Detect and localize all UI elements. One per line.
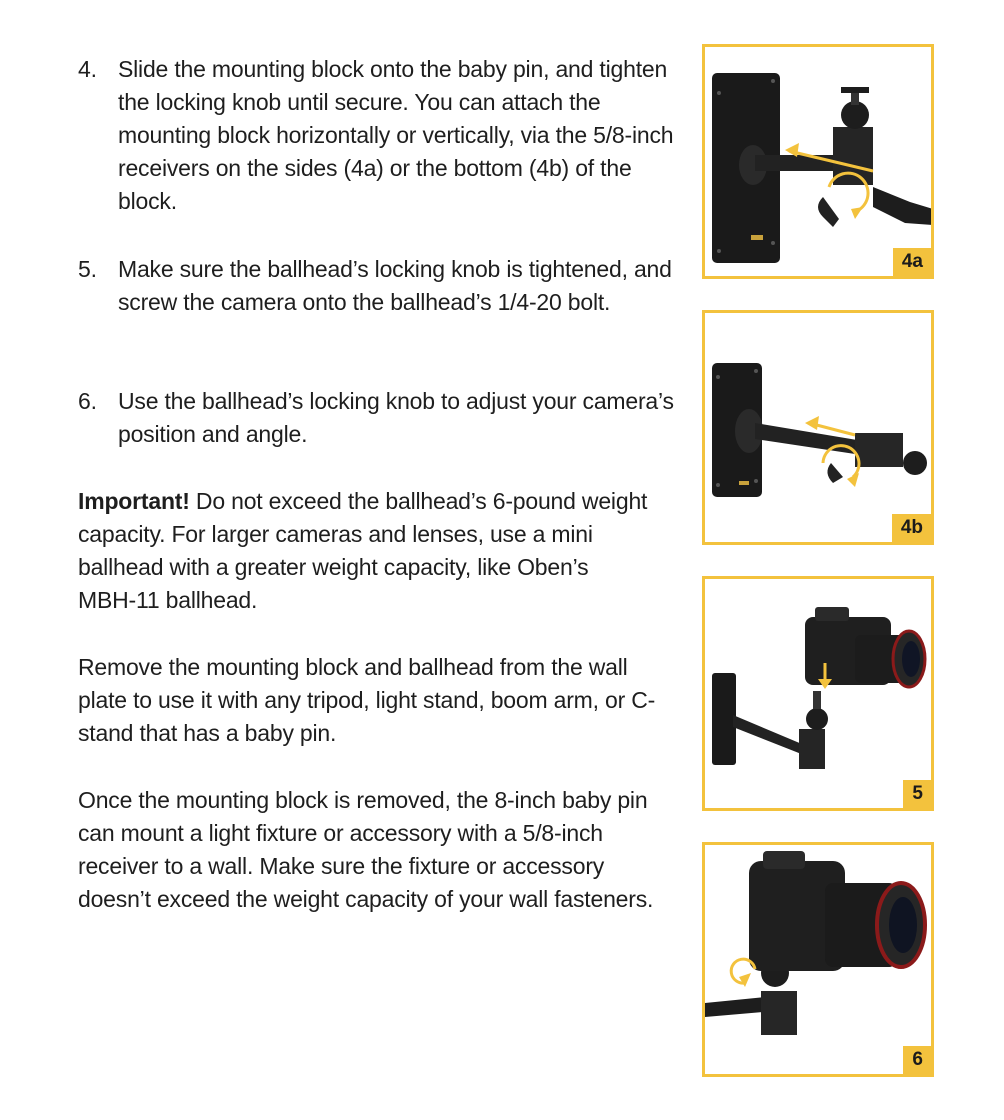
camera-attach-illustration (705, 579, 931, 808)
step-number: 5. (78, 256, 97, 282)
mount-vertical-illustration (705, 313, 931, 542)
figure-4a (702, 44, 934, 279)
step-text: Make sure the ballhead’s locking knob is tightened, and screw the camera onto the ballhead’s 1/4-20 bolt. (118, 256, 672, 315)
figure-label: 5 (903, 780, 931, 808)
step-5 (78, 253, 678, 353)
step-text: Use the ballhead’s locking knob to adjust your camera’s position and angle. (118, 388, 674, 447)
figure-5 (702, 576, 934, 811)
step-6 (78, 385, 678, 455)
figure-4b (702, 310, 934, 545)
important-label: Important! (78, 488, 190, 514)
mount-horizontal-illustration (705, 47, 931, 276)
step-text: Slide the mounting block onto the baby pin, and tighten the locking knob until secure. You can attach the mounting block horizontally or vertically, via the 5/8-inch receivers on the sides (4a) or the bottom (4b) of the block. (118, 56, 674, 214)
camera-adjust-illustration (705, 845, 931, 1074)
important-note (78, 485, 648, 617)
figure-label: 6 (903, 1046, 931, 1074)
important-text: Do not exceed the ballhead’s 6-pound weight capacity. For larger cameras and lenses, use a mini ballhead with a greater weight capacity, like Oben’s MBH-11 ballhead. (78, 488, 648, 613)
baby-pin-paragraph: Once the mounting block is removed, the 8-inch baby pin can mount a light fixture or accessory with a 5/8-inch receiver to a wall. Make sure the fixture or accessory doesn’t exceed the weight capacity of your wall fasteners. (78, 787, 654, 912)
step-4 (78, 53, 678, 223)
figure-6 (702, 842, 934, 1077)
figure-label: 4a (893, 248, 931, 276)
figure-label: 4b (892, 514, 931, 542)
remove-block-paragraph: Remove the mounting block and ballhead from the wall plate to use it with any tripod, light stand, boom arm, or C-stand that has a baby pin. (78, 654, 656, 746)
step-number: 6. (78, 388, 97, 414)
step-number: 4. (78, 56, 97, 82)
